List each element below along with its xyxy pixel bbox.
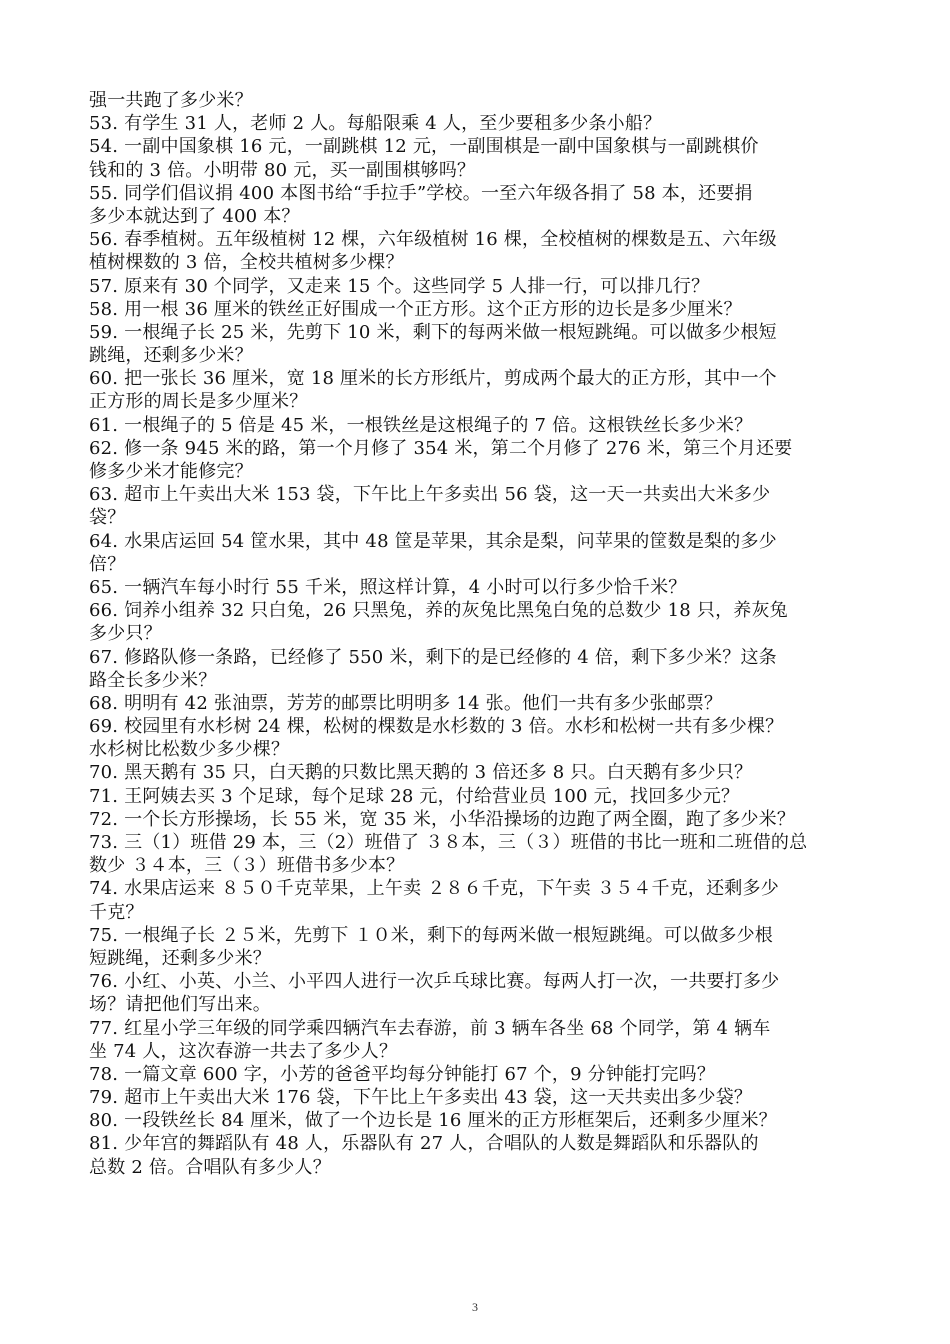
problem-74: 74. 水果店运来 ８５０千克苹果，上午卖 ２８６千克，下午卖 ３５４千克，还剩多少 [89, 878, 779, 900]
problem-59: 59. 一根绳子长 25 米，先剪下 10 米，剩下的每两米做一根短跳绳。可以做多少根短 [89, 321, 777, 343]
document-body [89, 89, 889, 1179]
page-number: 3 [472, 1300, 478, 1314]
problem-56: 56. 春季植树。五年级植树 12 棵，六年级植树 16 棵，全校植树的棵数是五、六年级 [89, 229, 777, 251]
problem-72: 72. 一个长方形操场，长 55 米，宽 35 米，小华沿操场的边跑了两全圈，跑了多少米？ [89, 808, 796, 830]
text-line: 场？请把他们写出来。 [89, 994, 271, 1016]
text-line: 钱和的 3 倍。小明带 80 元，买一副围棋够吗？ [89, 159, 476, 181]
text-line: 正方形的周长是多少厘米？ [89, 391, 308, 413]
text-line: 植树棵数的 3 倍，全校共植树多少棵？ [89, 252, 404, 274]
problem-58: 58. 用一根 36 厘米的铁丝正好围成一个正方形。这个正方形的边长是多少厘米？ [89, 298, 742, 320]
text-line: 跳绳，还剩多少米？ [89, 345, 253, 367]
problem-64: 64. 水果店运回 54 筐水果，其中 48 筐是苹果，其余是梨，问苹果的筐数是梨的多少 [89, 530, 777, 552]
text-line: 总数 2 倍。合唱队有多少人？ [89, 1156, 331, 1178]
problem-77: 77. 红星小学三年级的同学乘四辆汽车去春游，前 3 辆车各坐 68 个同学，第 4 辆车 [89, 1017, 771, 1039]
problem-67: 67. 修路队修一条路，已经修了 550 米，剩下的是已经修的 4 倍，剩下多少米？这条 [89, 646, 777, 668]
text-line: 短跳绳，还剩多少米？ [89, 947, 271, 969]
text-line: 倍？ [89, 553, 126, 575]
problem-55: 55. 同学们倡议捐 400 本图书给“手拉手”学校。一至六年级各捐了 58 本，还要捐 [89, 182, 753, 204]
problem-76: 76. 小红、小英、小兰、小平四人进行一次乒乓球比赛。每两人打一次，一共要打多少 [89, 971, 780, 993]
problem-73: 73. 三（1）班借 29 本，三（2）班借了 ３８本，三（３）班借的书比一班和二班借的总 [89, 832, 808, 853]
text-line: 修多少米才能修完？ [89, 461, 253, 482]
text-line: 强一共跑了多少米？ [89, 90, 253, 111]
problem-68: 68. 明明有 42 张油票，芳芳的邮票比明明多 14 张。他们一共有多少张邮票？ [89, 692, 723, 714]
text-line: 袋？ [89, 507, 126, 529]
problem-66: 66. 饲养小组养 32 只白兔，26 只黑兔，养的灰兔比黑兔白兔的总数少 18 只，养灰兔 [89, 600, 788, 622]
text-line: 多少只？ [89, 623, 162, 645]
problem-71: 71. 王阿姨去买 3 个足球，每个足球 28 元，付给营业员 100 元，找回多少元？ [89, 785, 740, 807]
problem-60: 60. 把一张长 36 厘米，宽 18 厘米的长方形纸片，剪成两个最大的正方形，其中一个 [89, 368, 777, 390]
problem-78: 78. 一篇文章 600 字，小芳的爸爸平均每分钟能打 67 个，9 分钟能打完吗？ [89, 1063, 716, 1085]
problem-53: 53. 有学生 31 人，老师 2 人。每船限乘 4 人，至少要租多少条小船？ [89, 113, 662, 135]
problem-57: 57. 原来有 30 个同学，又走来 15 个。这些同学 5 人排一行，可以排几行？ [89, 275, 710, 297]
problem-79: 79. 超市上午卖出大米 176 袋，下午比上午多卖出 43 袋，这一天共卖出多少袋？ [89, 1087, 753, 1109]
text-line: 多少本就达到了 400 本？ [89, 205, 300, 227]
text-line: 水杉树比松数少多少棵？ [89, 739, 290, 761]
problem-62: 62. 修一条 945 米的路，第一个月修了 354 米，第二个月修了 276 米，第三个月还要 [89, 437, 793, 459]
problem-65: 65. 一辆汽车每小时行 55 千米，照这样计算，4 小时可以行多少恰千米？ [89, 576, 687, 598]
text-line: 坐 74 人，这次春游一共去了多少人？ [89, 1040, 398, 1062]
text-line: 千克？ [89, 901, 144, 923]
problem-80: 80. 一段铁丝长 84 厘米，做了一个边长是 16 厘米的正方形框架后，还剩多少厘米？ [89, 1110, 777, 1132]
problem-81: 81. 少年宫的舞蹈队有 48 人，乐器队有 27 人，合唱队的人数是舞蹈队和乐器队的 [89, 1133, 759, 1155]
problem-70: 70. 黑天鹅有 35 只，白天鹅的只数比黑天鹅的 3 倍还多 8 只。白天鹅有多少只？ [89, 762, 753, 784]
problem-61: 61. 一根绳子的 5 倍是 45 米，一根铁丝是这根绳子的 7 倍。这根铁丝长多少米？ [89, 414, 753, 436]
problem-75: 75. 一根绳子长 ２５米，先剪下 １０米，剩下的每两米做一根短跳绳。可以做多少根 [89, 924, 773, 946]
problem-54: 54. 一副中国象棋 16 元，一副跳棋 12 元，一副围棋是一副中国象棋与一副跳棋价 [89, 136, 759, 158]
text-line: 数少 ３４本，三（３）班借书多少本？ [89, 855, 405, 877]
problem-69: 69. 校园里有水杉树 24 棵，松树的棵数是水杉数的 3 倍。水杉和松树一共有多少棵？ [89, 716, 784, 738]
text-line: 路全长多少米？ [89, 669, 217, 691]
problem-63: 63. 超市上午卖出大米 153 袋，下午比上午多卖出 56 袋，这一天一共卖出大米多少 [89, 484, 771, 506]
